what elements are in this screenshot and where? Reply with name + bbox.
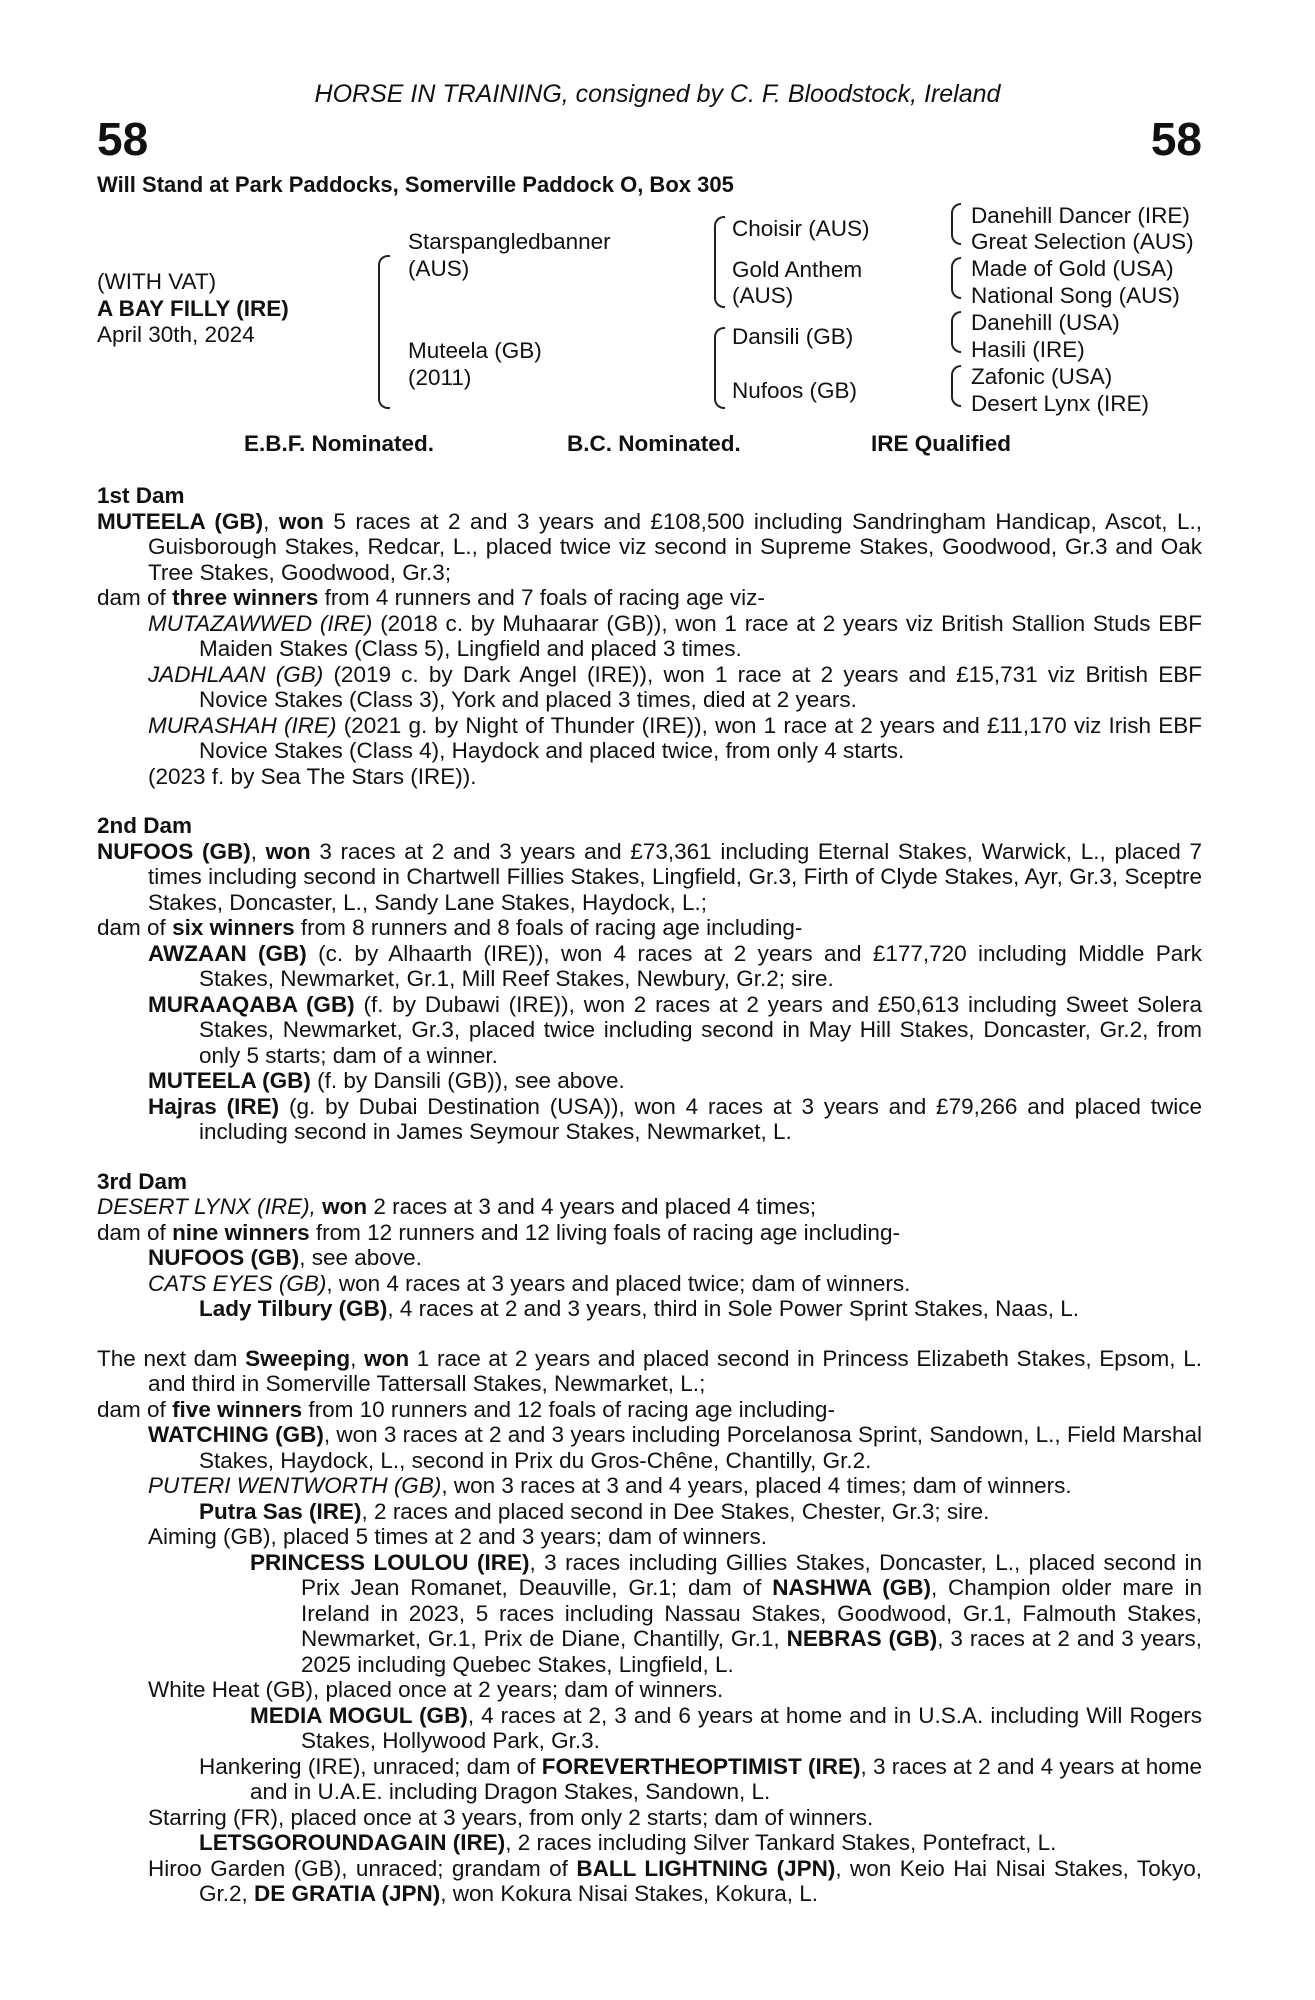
produce-text: , won 3 races at 3 and 4 years, placed 4 times; dam of winners. <box>441 1473 1072 1498</box>
lot-number-right: 58 <box>1150 113 1202 165</box>
produce-text: , 3 races at 2 and 4 years at home and in U.A.E. including Dragon Stakes, Sandown, L. <box>250 1753 1203 1804</box>
produce-text: , 2 races including Silver Tankard Stakes, Pontefract, L. <box>505 1830 1057 1855</box>
sire-origin: (AUS) <box>408 256 470 281</box>
produce-name: Putra Sas (IRE) <box>199 1498 362 1524</box>
produce-text: , 2 races and placed second in Dee Stakes, Chester, Gr.3; sire. <box>361 1498 990 1524</box>
dam-name: Muteela (GB) <box>408 338 542 363</box>
first-dam-runners: from 4 runners and 7 foals of racing age viz- <box>324 585 765 610</box>
produce-item: Aiming (GB), placed 5 times at 2 and 3 years; dam of winners. <box>148 1524 768 1549</box>
dam-sire: Dansili (GB) <box>732 324 854 349</box>
produce-text: , 3 races at 2 and 3 years, 2025 including Quebec Stakes, Lingfield, L. <box>301 1626 1202 1677</box>
produce-name: Lady Tilbury (GB) <box>199 1296 388 1321</box>
next-dam-name: Sweeping <box>245 1345 351 1371</box>
produce-item <box>97 1245 1202 1271</box>
produce-name: MURASHAH (IRE) <box>148 712 337 738</box>
next-dam-winners: five winners <box>172 1396 303 1422</box>
produce-item <box>97 1499 1202 1525</box>
produce-item <box>97 611 1202 662</box>
first-dam-produce-summary <box>97 585 1202 611</box>
produce-item <box>97 1856 1202 1907</box>
ped-ddd: Desert Lynx (IRE) <box>971 391 1149 416</box>
second-dam-text: 3 races at 2 and 3 years and £73,361 including Eternal Stakes, Warwick, L., placed 7 times including second in Chartwell Fillies Stakes, Lingfield, Gr.3, Firth of Clyde Stakes, Ayr, Gr.3, Sceptre Stakes, Doncaster, L., Sandy Lane Stakes, Haydock, L.; <box>148 838 1202 915</box>
produce-text: Hiroo Garden (GB), unraced; grandam of <box>148 1855 577 1881</box>
produce-name: FOREVERTHEOPTIMIST (IRE) <box>541 1753 861 1779</box>
horse-dob: April 30th, 2024 <box>97 322 255 347</box>
produce-item <box>97 1703 1202 1754</box>
produce-name: PUTERI WENTWORTH (GB) <box>148 1473 442 1498</box>
produce-item: Starring (FR), placed once at 3 years, from only 2 starts; dam of winners. <box>148 1804 874 1830</box>
produce-name: NEBRAS (GB) <box>786 1626 938 1651</box>
horse-name: A BAY FILLY (IRE) <box>97 296 289 321</box>
produce-text: (f. by Dansili (GB)), see above. <box>317 1068 625 1093</box>
next-dam-record: The next dam Sweeping, won 1 race at 2 years and placed second in Princess Elizabeth Stakes, Epsom, L. and third in Somerville Tattersall Stakes, Newmarket, L.; <box>97 1345 1202 1396</box>
produce-name: DE GRATIA (JPN) <box>254 1881 441 1906</box>
catalogue-header: HORSE IN TRAINING, consigned by C. F. Bloodstock, Ireland <box>314 80 1001 108</box>
dam-dam: Nufoos (GB) <box>732 378 858 403</box>
produce-item: (2023 f. by Sea The Stars (IRE)). <box>148 763 477 789</box>
pedigree-brace-4 <box>951 203 961 245</box>
produce-text: , won 4 races at 3 years and placed twice; dam of winners. <box>326 1270 911 1296</box>
produce-name: PRINCESS LOULOU (IRE) <box>250 1549 530 1575</box>
produce-text: , Champion older mare in Ireland in 2023, 5 races including Nassau Stakes, Goodwood, Gr.1, Falmouth Stakes, Newmarket, Gr.1, Prix de Diane, Chantilly, Gr.1, <box>301 1575 1202 1651</box>
produce-name: WATCHING (GB) <box>148 1422 324 1447</box>
produce-text: (2019 c. by Dark Angel (IRE)), won 1 race at 2 years and £15,731 viz British EBF Novice Stakes (Class 3), York and placed 3 times, died at 2 years. <box>199 661 1202 712</box>
lot-number-left: 58 <box>97 113 149 165</box>
produce-item <box>97 1422 1202 1473</box>
produce-item <box>97 1296 1202 1322</box>
produce-name: MUTEELA (GB) <box>148 1068 311 1093</box>
sire-sire: Choisir (AUS) <box>732 216 870 241</box>
vat-note: (WITH VAT) <box>97 269 217 294</box>
ped-dds: Zafonic (USA) <box>971 364 1113 389</box>
produce-item <box>97 941 1202 992</box>
next-dam-won: won <box>364 1345 410 1371</box>
nomination-ebf: E.B.F. Nominated. <box>244 431 435 456</box>
ped-dss: Danehill (USA) <box>971 310 1120 335</box>
dam-year: (2011) <box>408 365 472 390</box>
first-dam-heading: 1st Dam <box>97 483 185 508</box>
pedigree-brace-7 <box>951 365 961 407</box>
second-dam-record: NUFOOS (GB), won 3 races at 2 and 3 years and £73,361 including Eternal Stakes, Warwick, L., placed 7 times including second in Chartwell Fillies Stakes, Lingfield, Gr.3, Firth of Clyde Stakes, Ayr, Gr.3, Sceptre Stakes, Doncaster, L., Sandy Lane Stakes, Haydock, L.; <box>97 838 1202 915</box>
next-dam-intro: The next dam <box>97 1345 238 1371</box>
produce-item <box>97 1068 1202 1094</box>
produce-item <box>97 1550 1202 1678</box>
third-dam-name: DESERT LYNX (IRE), <box>97 1194 316 1219</box>
second-dam-heading: 2nd Dam <box>97 813 193 838</box>
ped-sdd: National Song (AUS) <box>971 283 1180 308</box>
produce-text: (g. by Dubai Destination (USA)), won 4 races at 3 years and £79,266 and placed twice including second in James Seymour Stakes, Newmarket, L. <box>199 1093 1202 1144</box>
produce-name: JADHLAAN (GB) <box>148 661 324 687</box>
produce-name: NASHWA (GB) <box>772 1575 931 1600</box>
sire-name: Starspangledbanner <box>408 229 611 254</box>
third-dam-record <box>97 1194 1202 1220</box>
produce-name: MUTAZAWWED (IRE) <box>148 610 373 636</box>
third-dam-won: won <box>322 1194 368 1219</box>
nomination-bc: B.C. Nominated. <box>567 431 741 456</box>
first-dam-text: 5 races at 2 and 3 years and £108,500 including Sandringham Handicap, Ascot, L., Guisborough Stakes, Redcar, L., placed twice viz second in Supreme Stakes, Goodwood, Gr.3 and Oak Tree Stakes, Goodwood, Gr.3; <box>148 508 1202 585</box>
sire-dam: Gold Anthem <box>732 257 863 282</box>
catalogue-body <box>97 483 1202 1907</box>
dam-of-label: dam of <box>97 1219 166 1245</box>
third-dam-winners: nine winners <box>172 1219 310 1245</box>
dam-of-label: dam of <box>97 585 166 610</box>
produce-item <box>97 1473 1202 1499</box>
produce-text: (2021 g. by Night of Thunder (IRE)), won 1 race at 2 years and £11,170 viz Irish EBF Novice Stakes (Class 4), Haydock and placed twice, from only 4 starts. <box>199 712 1202 763</box>
produce-item <box>97 1830 1202 1856</box>
produce-text: , won Keio Hai Nisai Stakes, Tokyo, Gr.2, <box>199 1855 1203 1906</box>
produce-name: CATS EYES (GB) <box>148 1270 327 1296</box>
third-dam-heading: 3rd Dam <box>97 1168 188 1194</box>
third-dam-runners: from 12 runners and 12 living foals of racing age including- <box>315 1219 900 1245</box>
produce-text: Hankering (IRE), unraced; dam of <box>199 1753 542 1779</box>
produce-item <box>97 1094 1202 1145</box>
dam-of-label: dam of <box>97 1396 166 1422</box>
pedigree-brace-3 <box>714 327 725 409</box>
produce-text: , 4 races at 2 and 3 years, third in Sole Power Sprint Stakes, Naas, L. <box>387 1296 1079 1321</box>
produce-name: MEDIA MOGUL (GB) <box>250 1702 468 1728</box>
produce-text: (f. by Dubawi (IRE)), won 2 races at 2 years and £50,613 including Sweet Solera Stakes, Newmarket, Gr.3, placed twice including second in May Hill Stakes, Doncaster, Gr.2, from only 5 starts; dam of a winner. <box>199 991 1202 1068</box>
produce-text: (2018 c. by Muhaarar (GB)), won 1 race at 2 years viz British Stallion Studs EBF Maiden Stakes (Class 5), Lingfield and placed 3 times. <box>199 610 1202 661</box>
next-dam-runners: from 10 runners and 12 foals of racing age including- <box>308 1396 835 1422</box>
pedigree-brace-2 <box>714 216 725 308</box>
produce-text: , see above. <box>299 1245 422 1270</box>
ped-sss: Danehill Dancer (IRE) <box>971 203 1190 228</box>
pedigree-brace-5 <box>951 257 961 299</box>
produce-item: White Heat (GB), placed once at 2 years; dam of winners. <box>148 1677 724 1702</box>
second-dam-winners: six winners <box>172 915 295 940</box>
ped-ssd: Great Selection (AUS) <box>971 229 1194 254</box>
produce-item <box>97 992 1202 1069</box>
next-dam-text: 1 race at 2 years and placed second in Princess Elizabeth Stakes, Epsom, L. and third in Somerville Tattersall Stakes, Newmarket, L.; <box>148 1345 1202 1396</box>
nomination-ire: IRE Qualified <box>871 431 1012 456</box>
third-dam-text: 2 races at 3 and 4 years and placed 4 times; <box>373 1194 817 1219</box>
pedigree-brace-6 <box>951 311 961 353</box>
produce-name: Hajras (IRE) <box>148 1093 280 1119</box>
ped-dsd: Hasili (IRE) <box>971 337 1085 362</box>
second-dam-won: won <box>265 838 311 864</box>
produce-text: , 4 races at 2, 3 and 6 years at home and in U.S.A. including Will Rogers Stakes, Hollywood Park, Gr.3. <box>301 1702 1202 1753</box>
produce-text: , 3 races including Gillies Stakes, Doncaster, L., placed second in Prix Jean Romanet, Deauville, Gr.1; dam of <box>301 1549 1202 1600</box>
produce-text: (c. by Alhaarth (IRE)), won 4 races at 2 years and £177,720 including Middle Park Stakes, Newmarket, Gr.1, Mill Reef Stakes, Newbury, Gr.2; sire. <box>199 940 1202 991</box>
first-dam-won: won <box>278 508 324 534</box>
second-dam-produce-summary <box>97 915 1202 941</box>
stand-location: Will Stand at Park Paddocks, Somerville Paddock O, Box 305 <box>97 172 734 197</box>
produce-item <box>97 713 1202 764</box>
produce-name: LETSGOROUNDAGAIN (IRE) <box>199 1830 506 1855</box>
produce-name: AWZAAN (GB) <box>148 940 307 966</box>
produce-name: BALL LIGHTNING (JPN) <box>576 1855 836 1881</box>
first-dam-winners: three winners <box>172 585 319 610</box>
next-dam-produce-summary <box>97 1397 1202 1423</box>
produce-item <box>97 662 1202 713</box>
produce-text: , won Kokura Nisai Stakes, Kokura, L. <box>440 1881 818 1906</box>
second-dam-runners: from 8 runners and 8 foals of racing age including- <box>300 915 803 940</box>
first-dam-name: MUTEELA (GB) <box>97 508 264 534</box>
ped-sds: Made of Gold (USA) <box>971 256 1174 281</box>
produce-item <box>97 1271 1202 1297</box>
produce-text: , won 3 races at 2 and 3 years including Porcelanosa Sprint, Sandown, L., Field Marshal Stakes, Haydock, L., second in Prix du Gros-Chêne, Chantilly, Gr.2. <box>199 1422 1203 1473</box>
produce-name: NUFOOS (GB) <box>148 1245 300 1270</box>
first-dam-record: MUTEELA (GB), won 5 races at 2 and 3 years and £108,500 including Sandringham Handicap, Ascot, L., Guisborough Stakes, Redcar, L., placed twice viz second in Supreme Stakes, Goodwood, Gr.3 and Oak Tree Stakes, Goodwood, Gr.3; <box>97 508 1202 585</box>
produce-name: MURAAQABA (GB) <box>148 991 355 1017</box>
produce-item <box>97 1754 1202 1805</box>
dam-of-label: dam of <box>97 915 166 940</box>
pedigree-brace-1 <box>378 255 390 409</box>
third-dam-produce-summary <box>97 1220 1202 1246</box>
second-dam-name: NUFOOS (GB) <box>97 838 251 864</box>
sire-dam-origin: (AUS) <box>732 283 794 308</box>
